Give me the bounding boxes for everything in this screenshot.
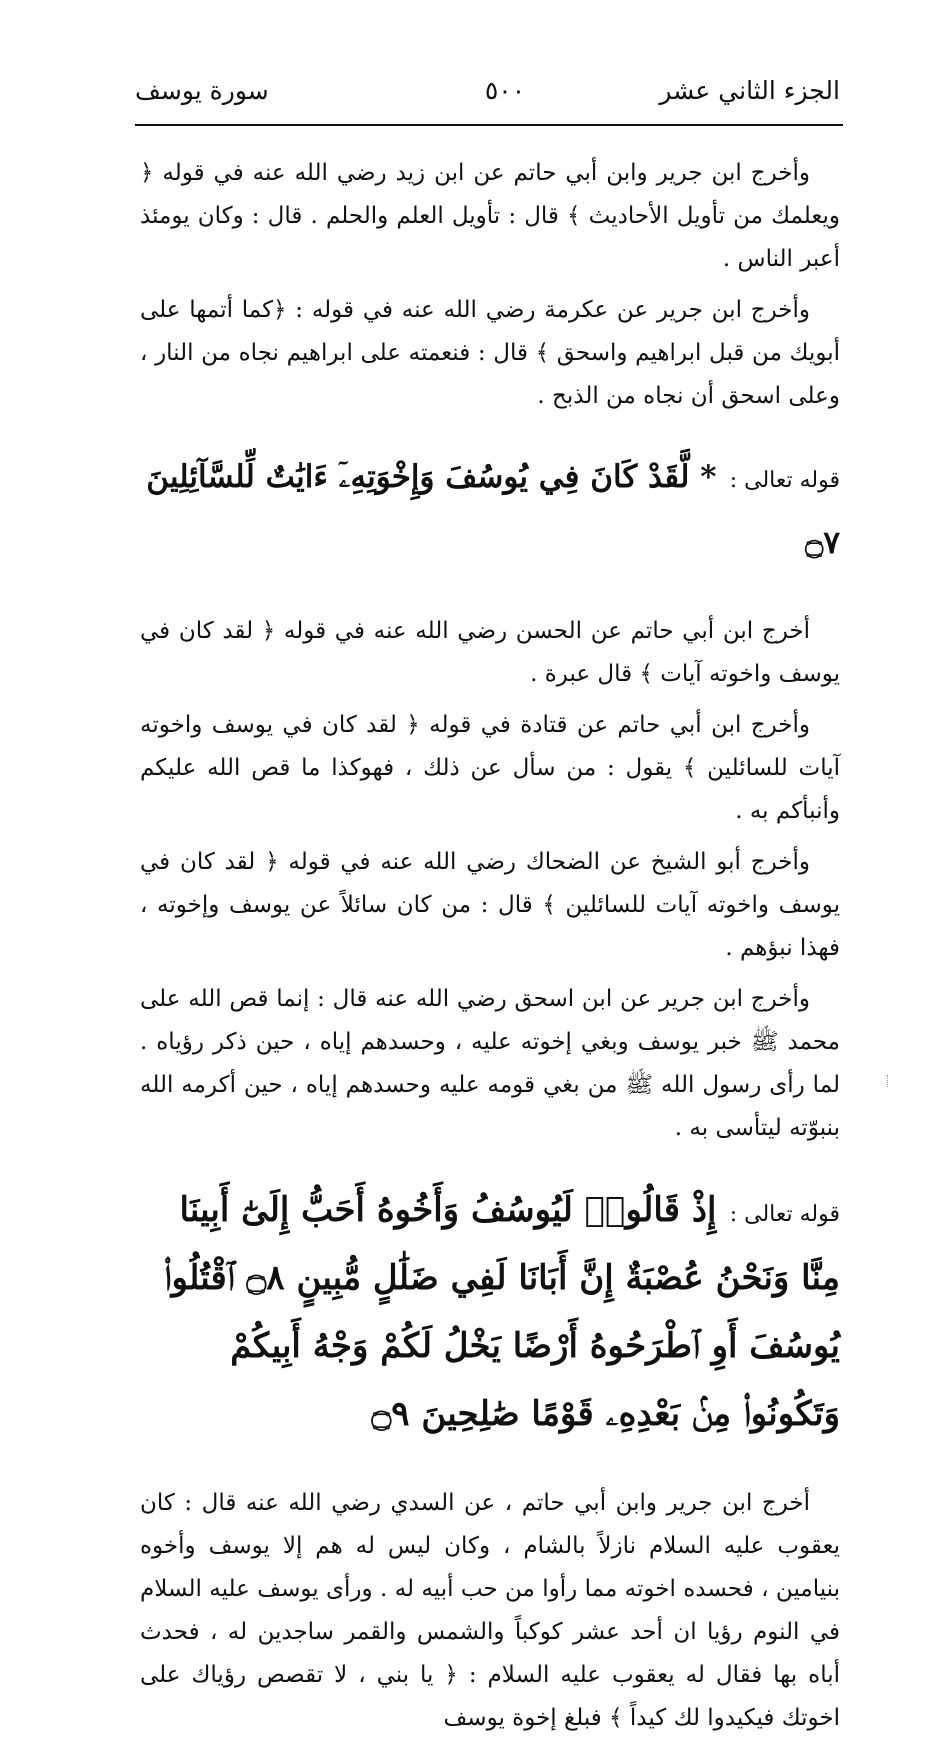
paragraph: أخرج ابن جرير وابن أبي حاتم ، عن السدي رضي الله عنه قال : كان يعقوب عليه السلام نازلاً بالشام ، وكان ليس له هم إلا يوسف وأخوه بنيامين ، فحسده اخوته مما رأوا من حب أبيه له . ورأى يوسف عليه السلام في النوم رؤيا ان أحد عشر كوكباً والشمس والقمر ساجدين له ، فحدث أباه بها فقال له يعقوب عليه السلام : ﴿ يا بني ، لا تقصص رؤياك على اخوتك فيكيدوا لك كيداً ﴾ فبلغ إخوة يوسف: [140, 1490, 840, 1731]
page-number: ٥٠٠: [484, 76, 526, 105]
quran-verse-block: [140, 444, 840, 576]
header-rule: [135, 124, 843, 126]
margin-specks: [887, 1075, 890, 1087]
paragraph: وأخرج ابن جرير عن عكرمة رضي الله عنه في قوله : ﴿كما أتمها على أبويك من قبل ابراهيم واسحق ﴾ قال : فنعمته على ابراهيم نجاه من النار ، وعلى اسحق أن نجاه من الذبح .: [140, 297, 840, 409]
verse-label: قوله تعالى :: [729, 468, 840, 493]
part-title: الجزء الثاني عشر: [659, 76, 840, 105]
paragraph: وأخرج أبو الشيخ عن الضحاك رضي الله عنه في قوله ﴿ لقد كان في يوسف واخوته آيات للسائلين ﴾ قال : من كان سائلاً عن يوسف وإخوته ، فهذا نبؤهم .: [140, 849, 840, 961]
verse-text: إِذْ قَالُوا۟ لَيُوسُفُ وَأَخُوهُ أَحَبُّ إِلَىٰٓ أَبِينَا مِنَّا وَنَحْنُ عُصْبَةٌ إِنَّ أَبَانَا لَفِي ضَلَٰلٍ مُّبِينٍ ۝٨ ٱقْتُلُوا۟ يُوسُفَ أَوِ ٱطْرَحُوهُ أَرْضًا يَخْلُ لَكُمْ وَجْهُ أَبِيكُمْ وَتَكُونُوا۟ مِنۢ بَعْدِهِۦ قَوْمًا صَٰلِحِينَ ۝٩: [163, 1190, 840, 1434]
verse-text: * لَّقَدْ كَانَ فِي يُوسُفَ وَإِخْوَتِهِۦٓ ءَايَٰتٌ لِّلسَّآئِلِينَ ۝٧: [146, 459, 840, 561]
paragraph: وأخرج ابن جرير وابن أبي حاتم عن ابن زيد رضي الله عنه في قوله ﴿ ويعلمك من تأويل الأحاديث ﴾ قال : تأويل العلم والحلم . قال : وكان يومئذ أعبر الناس .: [140, 160, 840, 272]
quran-verse-block: [140, 1176, 840, 1448]
paragraph: أخرج ابن أبي حاتم عن الحسن رضي الله عنه في قوله ﴿ لقد كان في يوسف واخوته آيات ﴾ قال عبرة .: [140, 618, 840, 687]
surah-title: سورة يوسف: [135, 76, 269, 105]
page-header: [135, 72, 840, 122]
page-body: [140, 152, 840, 1748]
paragraph: وأخرج ابن أبي حاتم عن قتادة في قوله ﴿ لقد كان في يوسف واخوته آيات للسائلين ﴾ يقول : من سأل عن ذلك ، فهوكذا ما قص الله عليكم وأنبأكم به .: [140, 712, 840, 824]
paragraph: وأخرج ابن جرير عن ابن اسحق رضي الله عنه قال : إنما قص الله على محمد ﷺ خبر يوسف وبغي إخوته عليه ، وحسدهم إياه ، حين ذكر رؤياه . لما رأى رسول الله ﷺ من بغي قومه عليه وحسدهم إياه ، حين أكرمه الله بنبوّته ليتأسى به .: [140, 986, 840, 1141]
verse-label: قوله تعالى :: [729, 1202, 840, 1227]
